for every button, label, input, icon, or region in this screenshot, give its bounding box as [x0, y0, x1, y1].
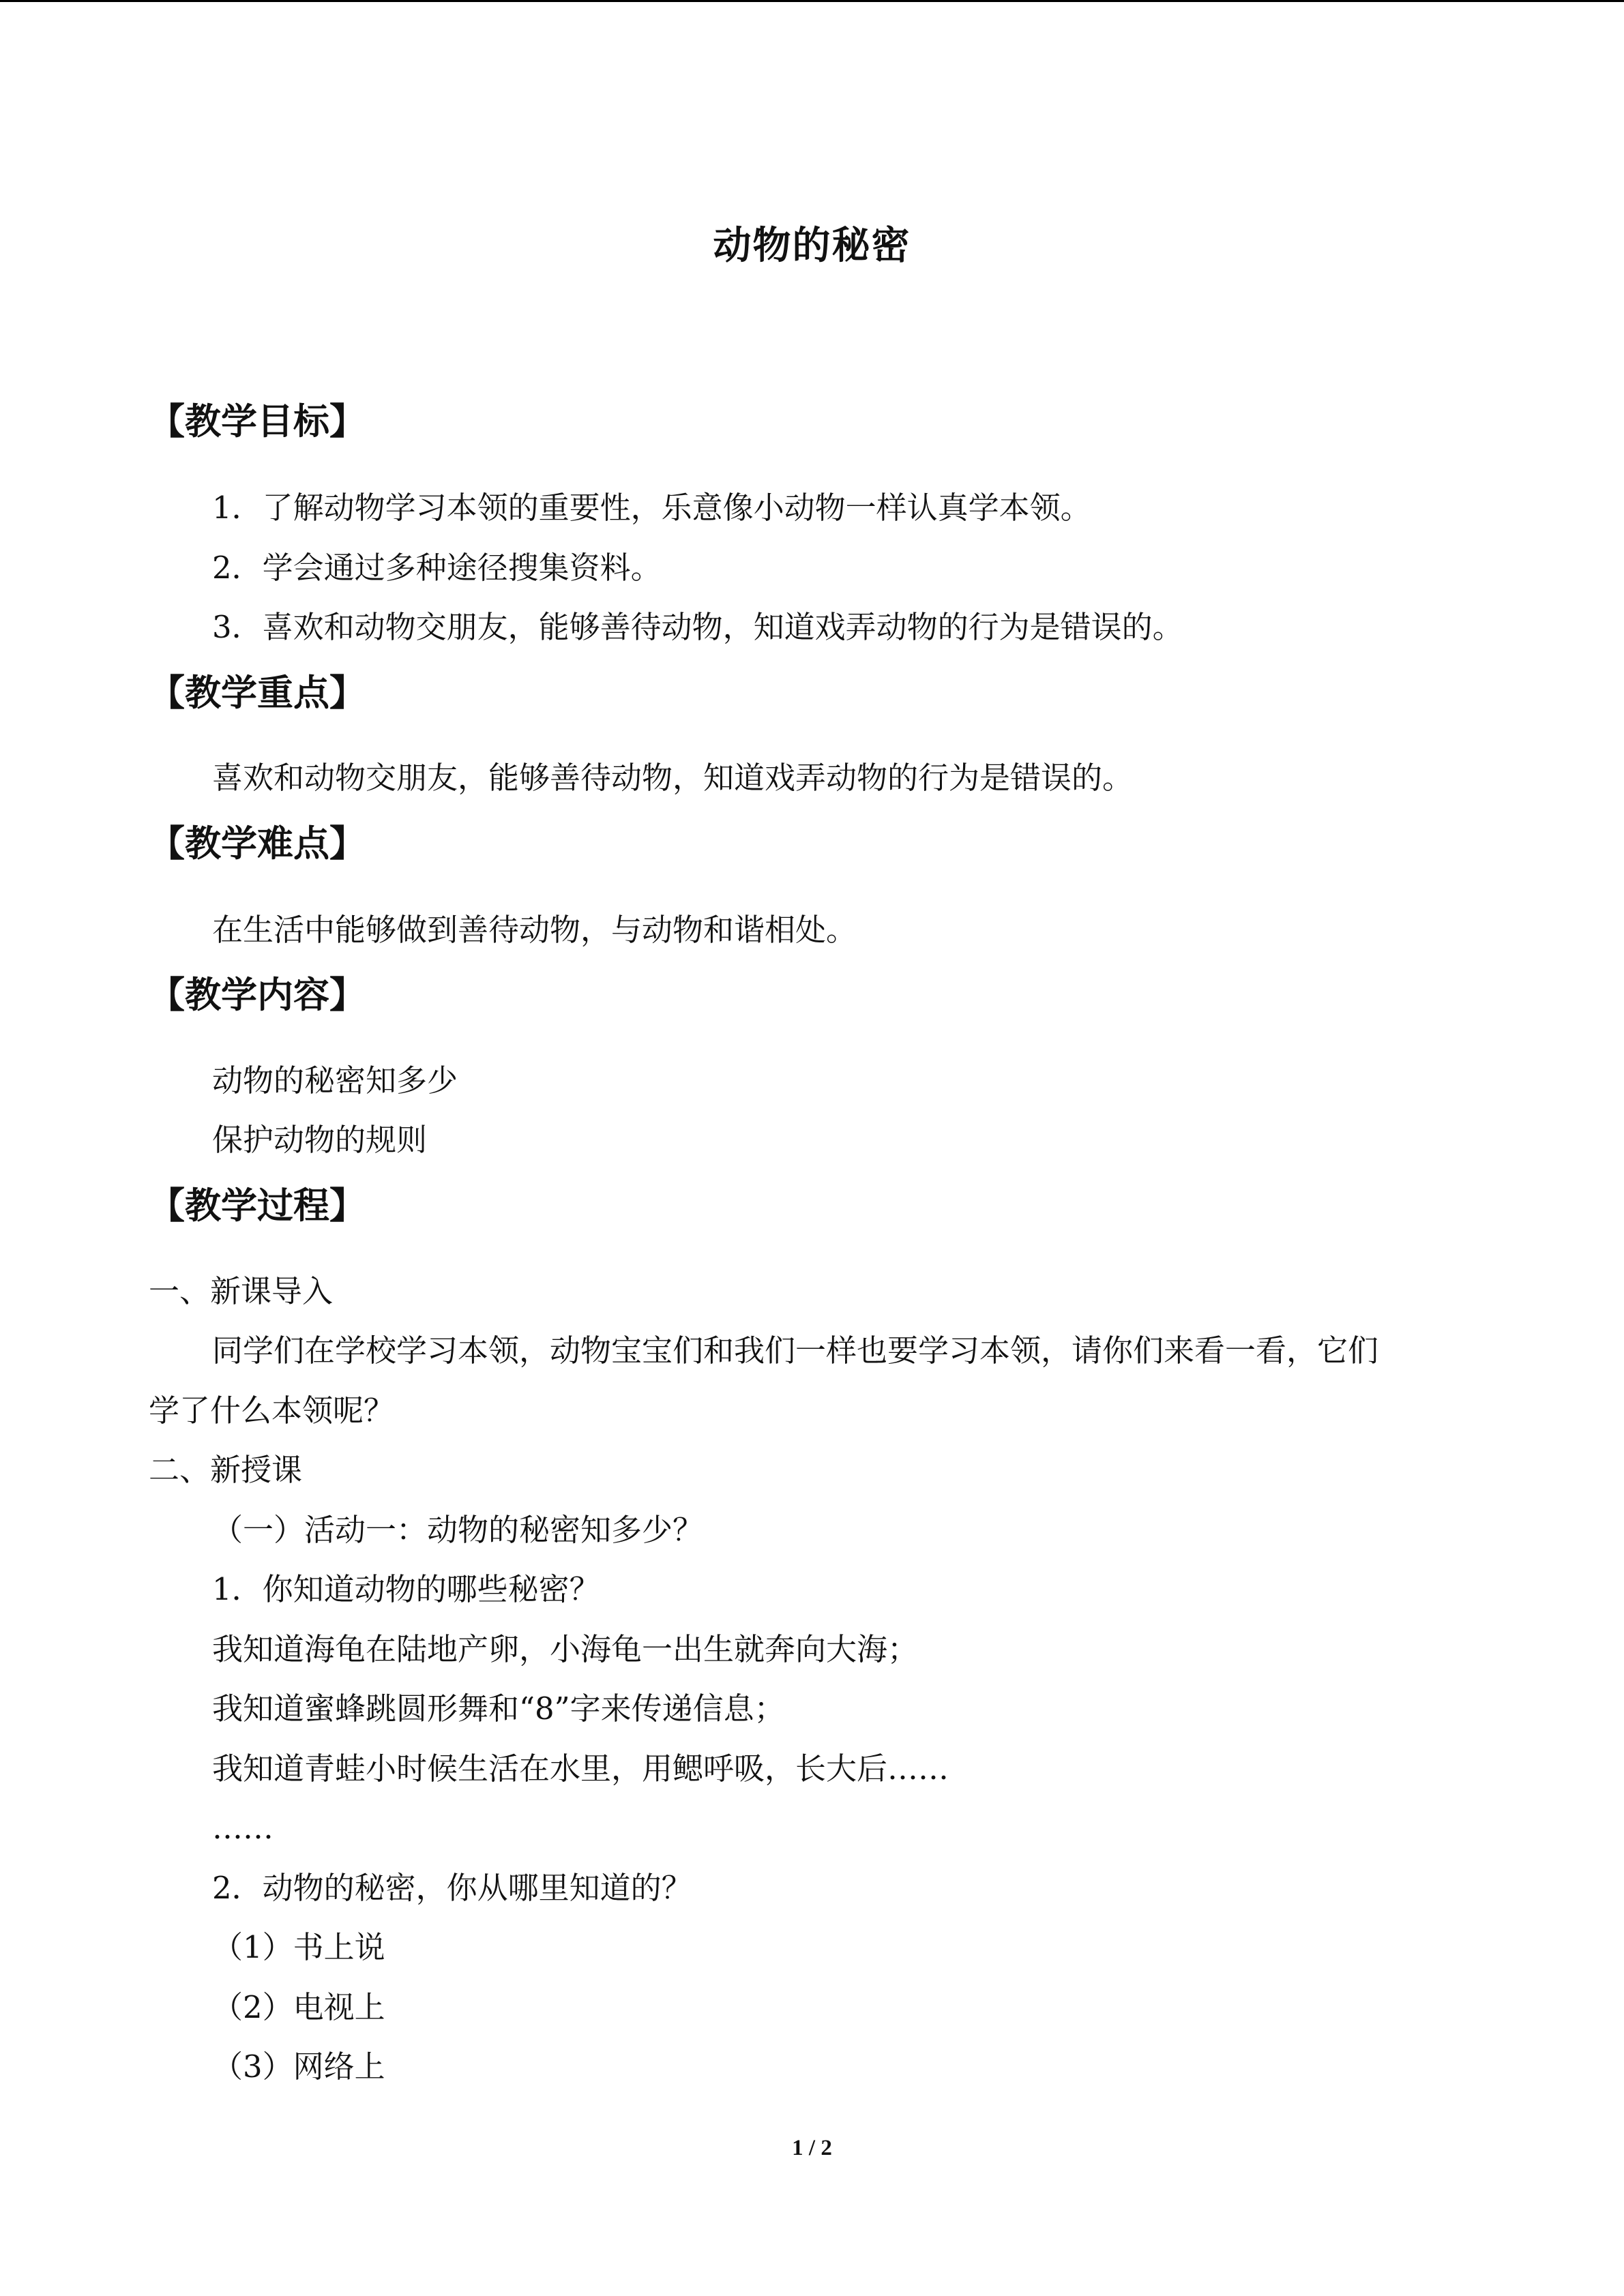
content-item-1: 动物的秘密知多少 [212, 1062, 458, 1099]
answer-1: 我知道海龟在陆地产卵，小海龟一出生就奔向大海； [212, 1631, 919, 1667]
process-heading: 【教学过程】 [149, 1185, 366, 1227]
top-border-line [0, 0, 1624, 2]
source-item-3: （3）网络上 [212, 2048, 385, 2085]
question-1: 1．你知道动物的哪些秘密？ [212, 1571, 600, 1607]
process-part1-text-line2: 学了什么本领呢？ [149, 1392, 395, 1429]
activity1-title: （一）活动一：动物的秘密知多少？ [212, 1512, 704, 1548]
difficulties-text: 在生活中能够做到善待动物，与动物和谐相处。 [212, 912, 857, 948]
process-part1-text-line1: 同学们在学校学习本领，动物宝宝们和我们一样也要学习本领，请你们来看一看，它们 [212, 1332, 1379, 1369]
answer-ellipsis: …… [212, 1810, 274, 1846]
question-2: 2．动物的秘密，你从哪里知道的？ [212, 1870, 692, 1906]
objectives-heading: 【教学目标】 [149, 401, 366, 443]
key-points-text: 喜欢和动物交朋友，能够善待动物，知道戏弄动物的行为是错误的。 [212, 760, 1134, 796]
key-points-heading: 【教学重点】 [149, 672, 366, 714]
objective-item-1: 1．了解动物学习本领的重要性，乐意像小动物一样认真学本领。 [212, 490, 1091, 526]
source-item-2: （2）电视上 [212, 1989, 385, 2025]
source-item-1: （1）书上说 [212, 1929, 385, 1965]
difficulties-heading: 【教学难点】 [149, 823, 366, 865]
answer-3: 我知道青蛙小时候生活在水里，用鳃呼吸，长大后…… [212, 1750, 949, 1787]
content-heading: 【教学内容】 [149, 974, 366, 1016]
content-item-2: 保护动物的规则 [212, 1122, 428, 1158]
answer-2: 我知道蜜蜂跳圆形舞和“8”字来传递信息； [212, 1690, 785, 1727]
process-part1-title: 一、新课导入 [149, 1273, 334, 1309]
objective-item-2: 2．学会通过多种途径搜集资料。 [212, 550, 662, 586]
objective-item-3: 3．喜欢和动物交朋友，能够善待动物，知道戏弄动物的行为是错误的。 [212, 609, 1183, 645]
page-title: 动物的秘密 [713, 224, 911, 268]
process-part2-title: 二、新授课 [149, 1452, 303, 1488]
page-number: 1 / 2 [792, 2136, 832, 2160]
